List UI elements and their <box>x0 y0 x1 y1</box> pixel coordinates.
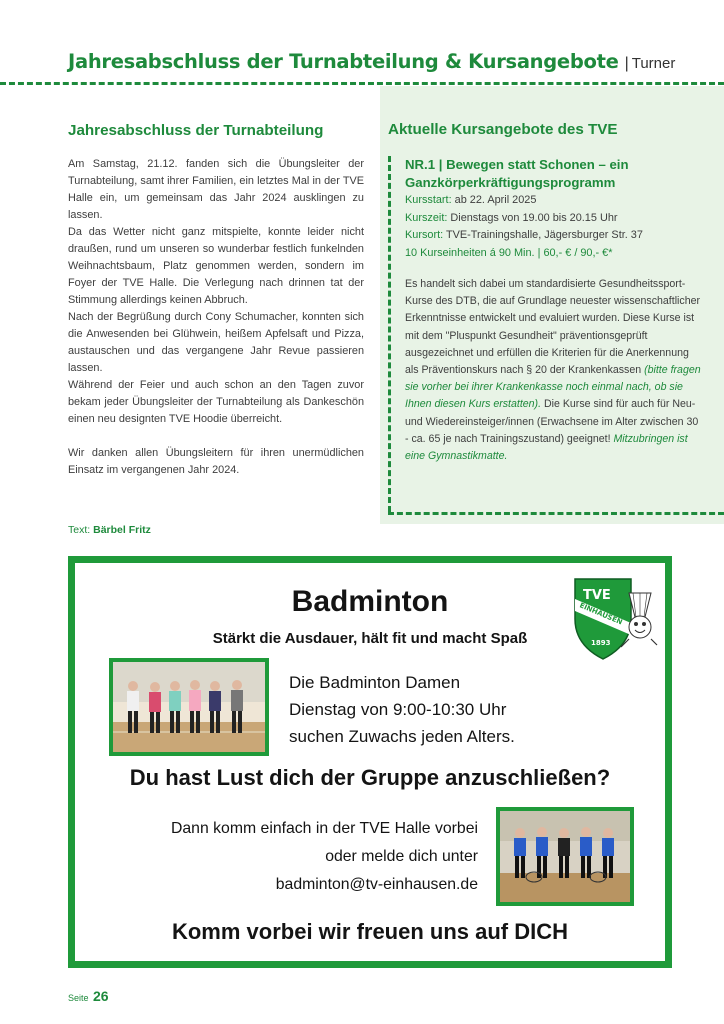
ad-info-line: Dienstag von 9:00-10:30 Uhr <box>289 700 507 719</box>
header-separator: | <box>624 55 629 72</box>
tve-club-logo <box>569 573 659 663</box>
article-paragraph: Während der Feier und auch schon an den Tagen zuvor bekam jeder Übungsleiter der Turnabteilung als Dankeschön einen neu designten TVE Hoodie überreicht. <box>68 379 364 425</box>
article-paragraph: Wir danken allen Übungsleitern für ihren unermüdlichen Einsatz im vergangenen Jahr 2024. <box>68 447 364 476</box>
ad-title: Badminton <box>291 585 449 618</box>
photo-illustration <box>113 662 265 752</box>
course-place-value: TVE-Trainingshalle, Jägersburger Str. 37 <box>445 229 643 241</box>
logo-top-text: TVE <box>583 588 611 603</box>
ad-contact-line: oder melde dich unter <box>325 848 478 865</box>
article-paragraph: Am Samstag, 21.12. fanden sich die Übungsleiter der Turnabteilung, samt ihrer Familien, ein letztes Mal in der TVE Halle ein, um gemeinsam das Jahr 2024 ausklingen zu lassen. <box>68 158 364 221</box>
article-paragraph: Da das Wetter nicht ganz mitspielte, konnte leider nicht draußen, rund um unseren so wunderbar festlich funkelnden Weihnachtsbaum, Platz genommen werden, sondern im Foyer der TVE Halle. Die Verlegung nach drinnen tat der Stimmung allerdings keinen Abbruch. <box>68 226 364 306</box>
course-title: NR.1 | Bewegen statt Schonen – ein Ganzkörperkräftigungsprogramm <box>405 157 629 190</box>
ad-question: Du hast Lust dich der Gruppe anzuschließen? <box>129 765 611 790</box>
course-place <box>405 227 702 245</box>
club-shield-icon <box>569 573 659 663</box>
page-title: Jahresabschluss der Turnabteilung & Kursangebote <box>68 50 619 73</box>
article-left <box>68 122 364 479</box>
course-description <box>405 276 702 465</box>
course-heading: Aktuelle Kursangebote des TVE <box>388 121 618 138</box>
page-word: Seite <box>68 993 89 1003</box>
article-heading: Jahresabschluss der Turnabteilung <box>68 122 324 139</box>
logo-year-text: 1893 <box>591 639 611 647</box>
article-body <box>68 156 364 479</box>
course-box <box>380 86 724 524</box>
header-divider <box>0 82 724 85</box>
ad-info-line: suchen Zuwachs jeden Alters. <box>289 727 515 746</box>
course-desc-text: Es handelt sich dabei um standardisierte Gesundheitssport-Kurse des DTB, die auf Grundlage neuester wissenschaftlicher Erkenntnisse entwickelt und evaluiert wurden. Diese Kurse ist mit dem "Pluspunkt Gesundheit" präventionsgeprüft ausgezeichnet und erfüllen die Kriterien für die Anerkennung als Präventionskurs nach § 20 der Krankenkassen <box>405 278 701 377</box>
course-start-value: ab 22. April 2025 <box>454 194 537 206</box>
course-content <box>388 156 702 512</box>
text-credit <box>68 524 151 536</box>
credit-name: Bärbel Fritz <box>93 524 151 536</box>
course-desc-note: Mitzubringen ist eine Gymnastikmatte. <box>405 432 688 463</box>
article-paragraph: Nach der Begrüßung durch Cony Schumacher, konnten sich die Anwesenden bei Glühwein, heißem Apfelsaft und Pizza, austauschen und das vergangene Jahr Revue passieren lassen. <box>68 311 364 374</box>
credit-label: Text: <box>68 524 91 536</box>
section-label: Turner <box>631 55 676 72</box>
ad-contact-email: badminton@tv-einhausen.de <box>275 876 478 893</box>
ad-contact <box>75 815 478 899</box>
logo-band-text: EINHAUSEN <box>578 601 624 627</box>
ad-call-to-action: Komm vorbei wir freuen uns auf DICH <box>171 919 569 944</box>
course-desc-note: (bitte fragen sie vorher bei ihrer Krankenkasse noch einmal nach, ob sie Ihnen diesen Kurs erstatten). <box>405 364 701 411</box>
page-footer <box>68 988 109 1006</box>
course-start-label: Kursstart: <box>405 194 452 206</box>
group-photo-women <box>109 658 269 756</box>
ad-contact-line: Dann komm einfach in der TVE Halle vorbei <box>170 820 478 837</box>
course-place-label: Kursort: <box>405 229 444 241</box>
badminton-ad <box>68 556 672 968</box>
course-units: 10 Kurseinheiten á 90 Min. | 60,- € / 90,- €* <box>405 246 613 259</box>
ad-info-line: Die Badminton Damen <box>289 673 461 692</box>
group-photo-team <box>496 807 634 906</box>
ad-info <box>289 669 515 750</box>
course-box-divider <box>388 512 724 515</box>
photo-illustration <box>500 811 630 902</box>
course-start <box>405 192 702 210</box>
course-time <box>405 210 702 228</box>
ad-subtitle: Stärkt die Ausdauer, hält fit und macht Spaß <box>212 630 528 647</box>
page-number: 26 <box>92 988 109 1004</box>
course-desc-text: Die Kurse sind für auch für Neu- und Wiedereinsteiger/innen (Erwachsene im Alter zwischen 30 - ca. 65 je nach Trainingszustand) geeignet! <box>405 398 699 445</box>
course-time-value: Dienstags von 19.00 bis 20.15 Uhr <box>450 211 618 224</box>
page-header <box>68 50 708 78</box>
course-time-label: Kurszeit: <box>405 211 448 224</box>
